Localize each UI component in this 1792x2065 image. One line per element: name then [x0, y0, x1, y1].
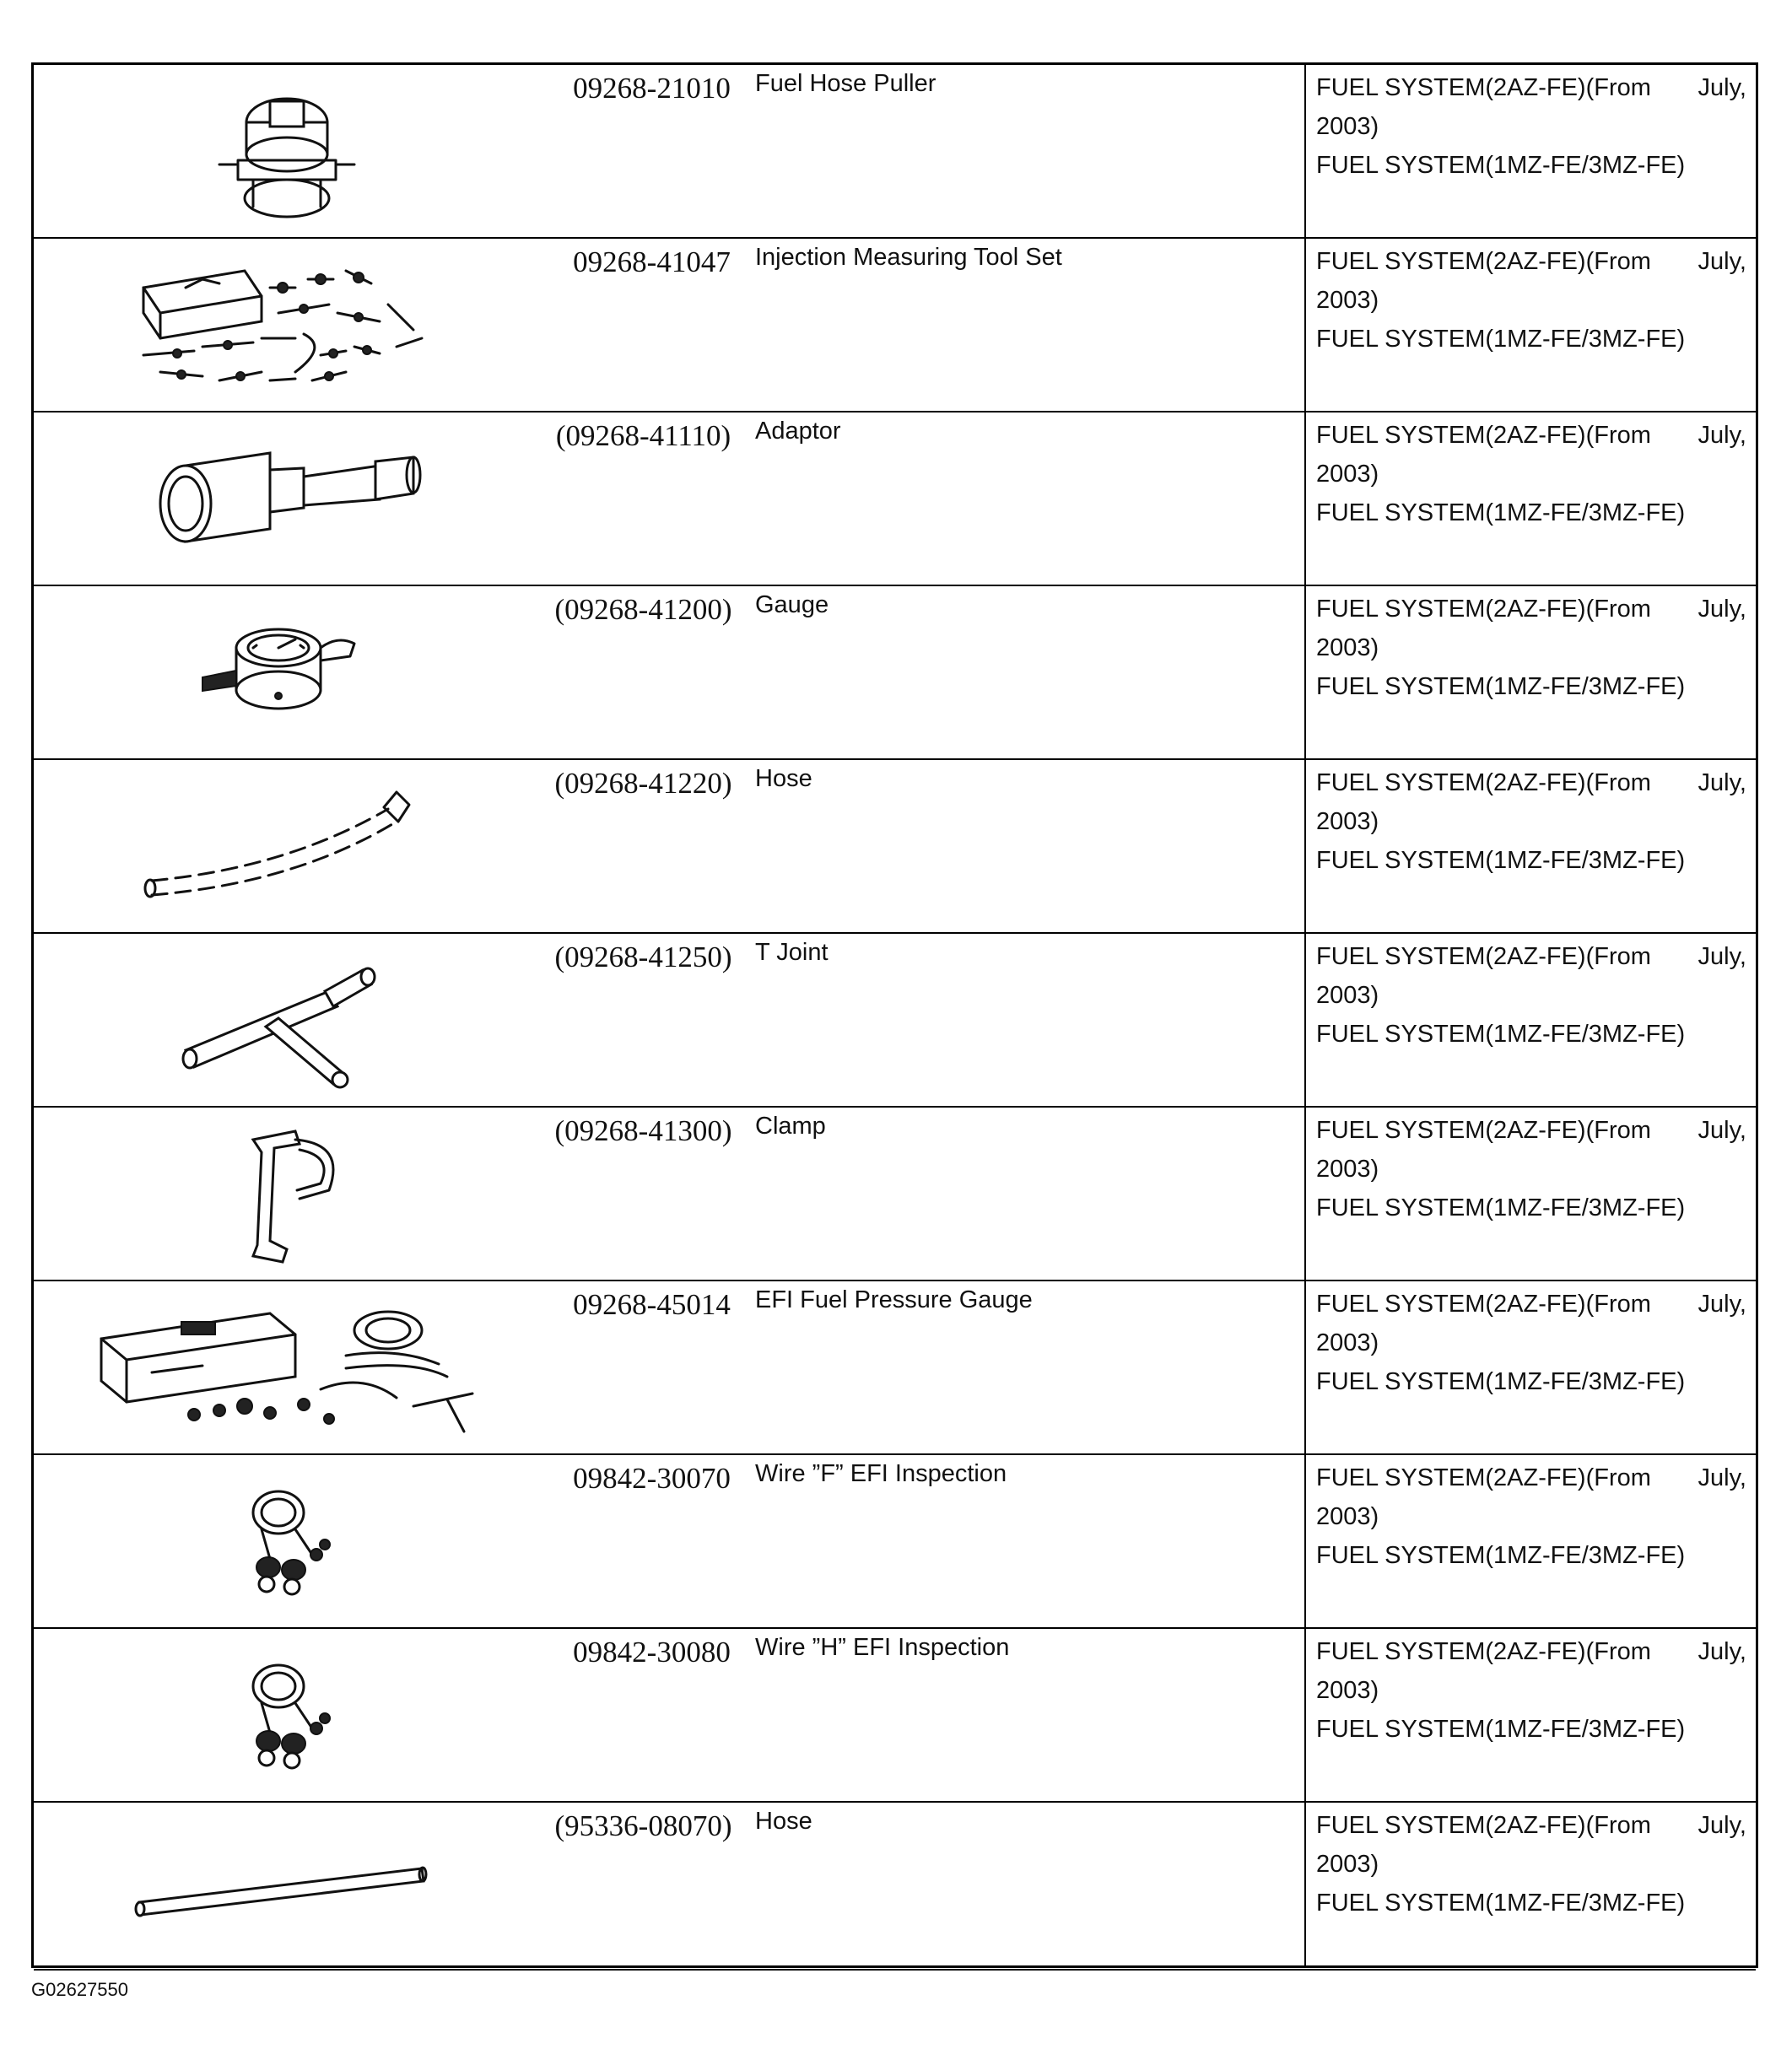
table-row [34, 934, 1756, 1108]
part-number: (09268-41220) [554, 767, 732, 800]
adaptor-icon [143, 428, 447, 571]
table-row [34, 1455, 1756, 1629]
wire-f-icon [211, 1470, 363, 1614]
usage-text: FUEL SYSTEM(2AZ-FE)(From July, 2003) FUEL SYSTEM(1MZ-FE/3MZ-FE) [1316, 1812, 1746, 1917]
table-row [34, 586, 1756, 760]
part-number: (09268-41250) [554, 941, 732, 973]
usage-text: FUEL SYSTEM(2AZ-FE)(From July, 2003) FUEL SYSTEM(1MZ-FE/3MZ-FE) [1316, 769, 1746, 874]
usage-text: FUEL SYSTEM(2AZ-FE)(From July, 2003) FUEL SYSTEM(1MZ-FE/3MZ-FE) [1316, 422, 1746, 526]
part-name: EFI Fuel Pressure Gauge [755, 1286, 1033, 1313]
column-divider [1304, 65, 1306, 1965]
hose-puller-icon [186, 80, 388, 224]
usage-text: FUEL SYSTEM(2AZ-FE)(From July, 2003) FUEL SYSTEM(1MZ-FE/3MZ-FE) [1316, 248, 1746, 353]
table-row [34, 239, 1756, 412]
usage-text: FUEL SYSTEM(2AZ-FE)(From July, 2003) FUEL SYSTEM(1MZ-FE/3MZ-FE) [1316, 1291, 1746, 1395]
usage-text: FUEL SYSTEM(2AZ-FE)(From July, 2003) FUEL SYSTEM(1MZ-FE/3MZ-FE) [1316, 943, 1746, 1048]
table-row [34, 760, 1756, 934]
part-name: Hose [755, 765, 812, 792]
part-number: 09268-21010 [573, 72, 731, 105]
tool-table [31, 62, 1758, 1968]
usage-text: FUEL SYSTEM(2AZ-FE)(From July, 2003) FUEL SYSTEM(1MZ-FE/3MZ-FE) [1316, 74, 1746, 179]
table-row [34, 65, 1756, 239]
table-row [34, 1803, 1756, 1971]
usage-text: FUEL SYSTEM(2AZ-FE)(From July, 2003) FUEL SYSTEM(1MZ-FE/3MZ-FE) [1316, 596, 1746, 700]
part-name: Wire ”F” EFI Inspection [755, 1460, 1007, 1487]
gauge-icon [169, 601, 388, 745]
part-number: 09842-30070 [573, 1462, 731, 1495]
part-number: 09268-45014 [573, 1288, 731, 1321]
straight-hose-icon [110, 1818, 464, 1961]
table-row [34, 1108, 1756, 1281]
part-name: Fuel Hose Puller [755, 70, 936, 97]
usage-text: FUEL SYSTEM(2AZ-FE)(From July, 2003) FUEL SYSTEM(1MZ-FE/3MZ-FE) [1316, 1464, 1746, 1569]
usage-text: FUEL SYSTEM(2AZ-FE)(From July, 2003) FUEL SYSTEM(1MZ-FE/3MZ-FE) [1316, 1117, 1746, 1221]
part-name: Hose [755, 1808, 812, 1835]
part-number: (09268-41200) [554, 593, 732, 626]
part-number: (09268-41300) [554, 1114, 732, 1147]
part-number: 09842-30080 [573, 1636, 731, 1669]
figure-code: G02627550 [31, 1979, 128, 2000]
tool-set-icon [127, 254, 456, 397]
part-name: Wire ”H” EFI Inspection [755, 1634, 1010, 1661]
part-name: Injection Measuring Tool Set [755, 244, 1062, 271]
clamp-icon [202, 1123, 371, 1266]
table-row [34, 412, 1756, 586]
flex-hose-icon [118, 775, 439, 919]
part-name: Clamp [755, 1113, 826, 1140]
table-row [34, 1281, 1756, 1455]
part-number: (09268-41110) [555, 419, 731, 452]
table-row [34, 1629, 1756, 1803]
part-number: (95336-08070) [554, 1809, 732, 1842]
part-name: T Joint [755, 939, 829, 966]
part-number: 09268-41047 [573, 245, 731, 278]
usage-text: FUEL SYSTEM(2AZ-FE)(From July, 2003) FUEL SYSTEM(1MZ-FE/3MZ-FE) [1316, 1638, 1746, 1743]
t-joint-icon [160, 949, 413, 1092]
wire-h-icon [211, 1644, 363, 1787]
pressure-gauge-kit-icon [76, 1297, 498, 1440]
part-name: Gauge [755, 591, 829, 618]
part-name: Adaptor [755, 418, 841, 445]
